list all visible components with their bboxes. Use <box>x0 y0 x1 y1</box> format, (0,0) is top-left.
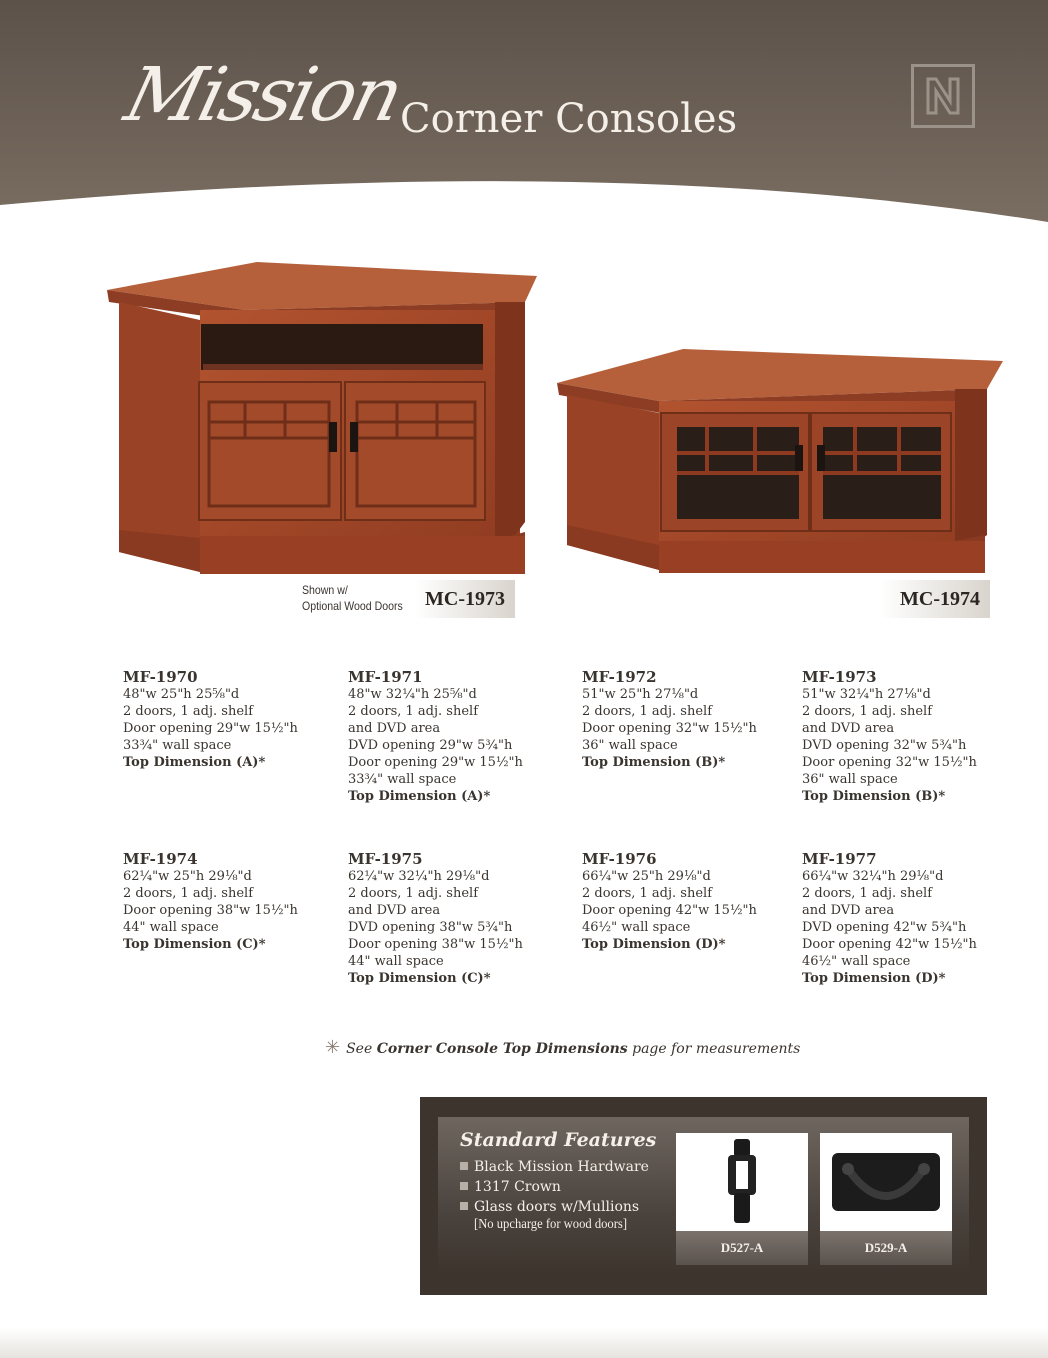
spec-code: MF-1971 <box>348 668 423 686</box>
spec-block <box>348 850 523 987</box>
shown-note-line1: Shown w/ <box>302 583 348 597</box>
spec-top-dimension: Top Dimension (C)* <box>348 971 491 986</box>
spec-block <box>123 850 298 953</box>
page-title: Corner Consoles <box>400 96 738 142</box>
product-image-mc-1973 <box>105 262 545 582</box>
spec-top-dimension: Top Dimension (B)* <box>802 789 946 804</box>
brand-logo-icon <box>911 64 975 128</box>
spec-block <box>582 668 757 771</box>
spec-line: 2 doors, 1 adj. shelf <box>802 704 933 719</box>
asterisk-icon: ✳ <box>325 1037 341 1058</box>
spec-code: MF-1972 <box>582 668 657 686</box>
spec-line: and DVD area <box>348 903 441 918</box>
shown-note-line2: Optional Wood Doors <box>302 599 403 613</box>
spec-line: Door opening 29"w 15½"h <box>348 755 523 770</box>
spec-line: Door opening 38"w 15½"h <box>348 937 523 952</box>
hardware-label: D527-A <box>676 1231 808 1265</box>
feature-item: 1317 Crown <box>460 1177 649 1197</box>
spec-block <box>348 668 523 805</box>
spec-line: DVD opening 29"w 5¾"h <box>348 738 513 753</box>
spec-block <box>802 668 977 805</box>
spec-line: Door opening 29"w 15½"h <box>123 721 298 736</box>
spec-line: Door opening 42"w 15½"h <box>582 903 757 918</box>
features-list <box>460 1157 649 1233</box>
hardware-card-d527a <box>676 1133 808 1265</box>
spec-line: Door opening 32"w 15½"h <box>802 755 977 770</box>
spec-line: 36" wall space <box>582 738 678 753</box>
spec-line: DVD opening 42"w 5¾"h <box>802 920 967 935</box>
bail-pull-icon <box>820 1133 952 1231</box>
spec-line: 2 doors, 1 adj. shelf <box>582 704 713 719</box>
spec-line: 66¼"w 32¼"h 29⅛"d <box>802 869 944 884</box>
spec-top-dimension: Top Dimension (A)* <box>123 755 266 770</box>
spec-top-dimension: Top Dimension (D)* <box>582 937 726 952</box>
bottom-band <box>0 1328 1048 1358</box>
spec-block <box>582 850 757 953</box>
spec-line: 62¼"w 32¼"h 29⅛"d <box>348 869 490 884</box>
spec-line: Door opening 38"w 15½"h <box>123 903 298 918</box>
spec-line: 48"w 25"h 25⅝"d <box>123 687 240 702</box>
spec-top-dimension: Top Dimension (C)* <box>123 937 266 952</box>
spec-line: 51"w 32¼"h 27⅛"d <box>802 687 931 702</box>
top-dimensions-note <box>325 1037 800 1058</box>
spec-line: 46½" wall space <box>582 920 691 935</box>
note-pre: See <box>346 1041 377 1057</box>
spec-line: 44" wall space <box>123 920 219 935</box>
bullet-icon <box>460 1182 468 1190</box>
model-caption-left: MC-1973 <box>415 580 515 618</box>
shown-with-note <box>302 582 403 614</box>
spec-line: 44" wall space <box>348 954 444 969</box>
spec-line: 48"w 32¼"h 25⅝"d <box>348 687 477 702</box>
spec-top-dimension: Top Dimension (A)* <box>348 789 491 804</box>
spec-line: and DVD area <box>802 721 895 736</box>
spec-line: and DVD area <box>348 721 441 736</box>
spec-line: Door opening 42"w 15½"h <box>802 937 977 952</box>
bullet-icon <box>460 1162 468 1170</box>
spec-line: 2 doors, 1 adj. shelf <box>802 886 933 901</box>
bullet-icon <box>460 1202 468 1210</box>
spec-block <box>802 850 977 987</box>
spec-line: 33¾" wall space <box>348 772 457 787</box>
spec-line: 36" wall space <box>802 772 898 787</box>
spec-line: 33¾" wall space <box>123 738 232 753</box>
note-post: page for measurements <box>627 1041 801 1057</box>
header-banner <box>0 0 1048 230</box>
feature-sub-note: [No upcharge for wood doors] <box>474 1217 628 1232</box>
feature-item: Black Mission Hardware <box>460 1157 649 1177</box>
spec-line: DVD opening 32"w 5¾"h <box>802 738 967 753</box>
spec-block <box>123 668 298 771</box>
model-caption-right: MC-1974 <box>880 580 990 618</box>
spec-top-dimension: Top Dimension (D)* <box>802 971 946 986</box>
hardware-label: D529-A <box>820 1231 952 1265</box>
feature-item: Glass doors w/Mullions <box>460 1197 649 1217</box>
spec-line: 2 doors, 1 adj. shelf <box>348 704 479 719</box>
hardware-card-d529a <box>820 1133 952 1265</box>
spec-top-dimension: Top Dimension (B)* <box>582 755 726 770</box>
spec-line: 62¼"w 25"h 29⅛"d <box>123 869 252 884</box>
spec-line: 2 doors, 1 adj. shelf <box>123 886 254 901</box>
script-title: Mission <box>117 52 410 138</box>
spec-line: 46½" wall space <box>802 954 911 969</box>
spec-code: MF-1977 <box>802 850 877 868</box>
spec-line: 2 doors, 1 adj. shelf <box>348 886 479 901</box>
spec-code: MF-1976 <box>582 850 657 868</box>
features-title: Standard Features <box>460 1129 657 1151</box>
spec-line: 51"w 25"h 27⅛"d <box>582 687 699 702</box>
spec-line: Door opening 32"w 15½"h <box>582 721 757 736</box>
spec-line: DVD opening 38"w 5¾"h <box>348 920 513 935</box>
spec-code: MF-1970 <box>123 668 198 686</box>
spec-code: MF-1975 <box>348 850 423 868</box>
spec-line: 2 doors, 1 adj. shelf <box>582 886 713 901</box>
spec-line: 66¼"w 25"h 29⅛"d <box>582 869 711 884</box>
product-image-mc-1974 <box>555 345 1007 580</box>
spec-code: MF-1974 <box>123 850 198 868</box>
drop-pull-icon <box>676 1133 808 1231</box>
note-bold: Corner Console Top Dimensions <box>376 1041 628 1057</box>
spec-code: MF-1973 <box>802 668 877 686</box>
spec-line: 2 doors, 1 adj. shelf <box>123 704 254 719</box>
spec-line: and DVD area <box>802 903 895 918</box>
